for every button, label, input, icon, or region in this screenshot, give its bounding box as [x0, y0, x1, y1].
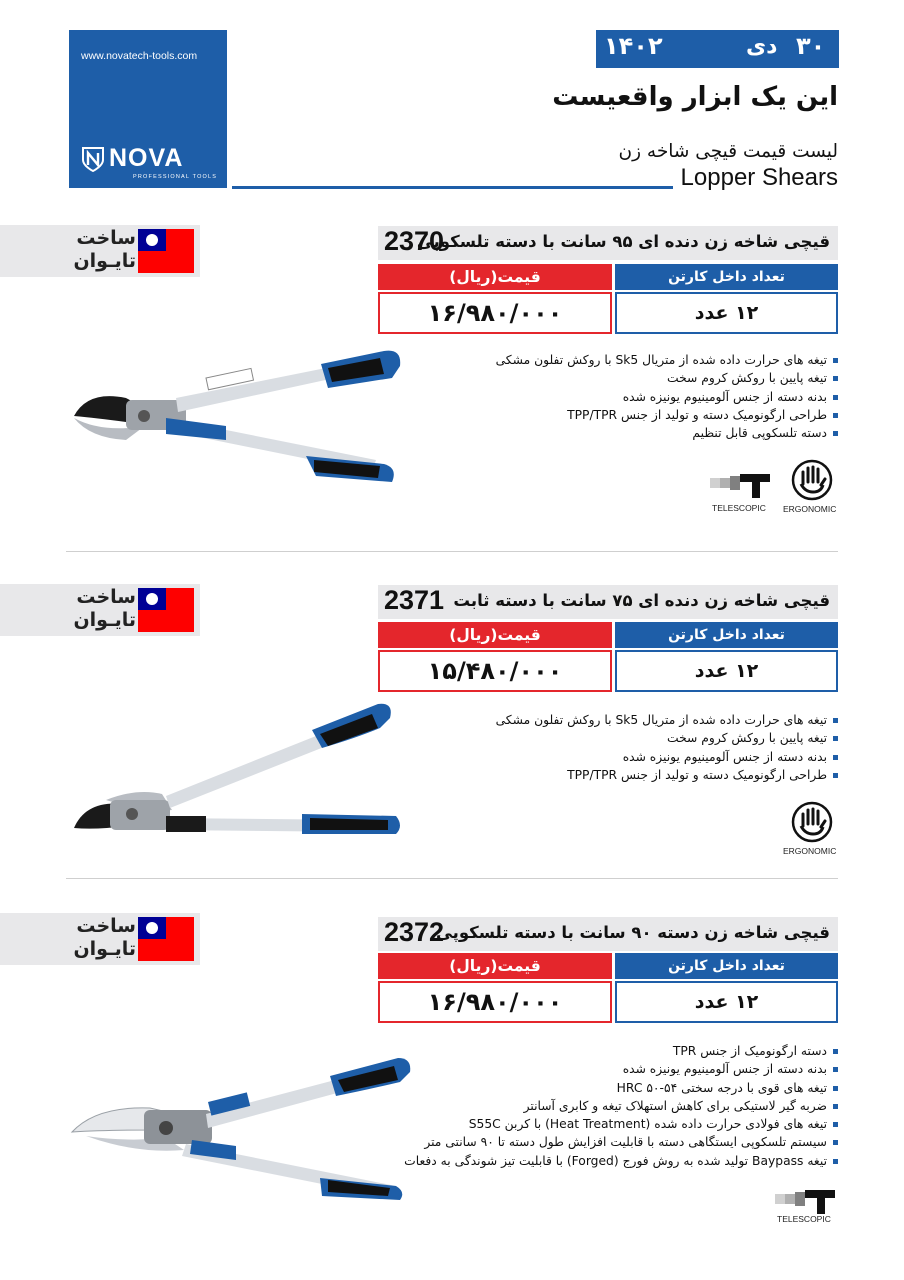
ergonomic-hand-icon: [787, 458, 837, 502]
carton-qty-value: ۱۲ عدد: [615, 981, 838, 1023]
section-divider: [66, 551, 838, 552]
product-code: 2372: [384, 917, 445, 947]
price-value: ۱۶/۹۸۰/۰۰۰: [378, 981, 612, 1023]
nova-logo: [81, 144, 221, 184]
telescopic-badge: [708, 470, 778, 516]
carton-qty-header: تعداد داخل کارتن: [615, 264, 838, 290]
product-code: 2370: [384, 226, 445, 256]
telescopic-badge: [773, 1186, 843, 1232]
price-header: قیمت(ریال): [378, 622, 612, 648]
feature-item: دسته ارگونومیک از جنس TPR: [398, 1042, 838, 1060]
origin-badge: [0, 225, 200, 277]
ergonomic-badge: [783, 800, 843, 858]
date-banner: [596, 30, 839, 68]
date-month: دی: [746, 34, 778, 59]
telescopic-icon: [708, 470, 774, 500]
ergonomic-badge: [783, 458, 843, 516]
feature-list: [398, 711, 838, 784]
badge-label: TELESCOPIC: [777, 1214, 831, 1224]
title-underline: [232, 186, 673, 189]
carton-qty-value: ۱۲ عدد: [615, 292, 838, 334]
ergonomic-hand-icon: [787, 800, 837, 844]
origin-text: ساخت تایـوان: [73, 586, 136, 631]
price-list-title: لیست قیمت قیچی شاخه زن: [618, 141, 838, 162]
logo-subtitle: PROFESSIONAL TOOLS: [133, 174, 218, 180]
product-name: قیچی شاخه زن دنده ای ۹۵ سانت با دسته تلسکوپی: [416, 232, 830, 251]
feature-item: تیغه Baypass تولید شده به روش فورج (Forged) با قابلیت تیز شوندگی به دفعات: [398, 1152, 838, 1170]
page-title-english: Lopper Shears: [680, 164, 838, 191]
product-code: 2371: [384, 585, 445, 615]
feature-item: تیغه های حرارت داده شده از متریال Sk5 با روکش تفلون مشکی: [398, 711, 838, 729]
badge-label: TELESCOPIC: [712, 503, 766, 513]
shield-icon: [81, 146, 105, 172]
feature-item: تیغه های فولادی حرارت داده شده (Heat Treatment) با کربن S55C: [398, 1115, 838, 1133]
feature-item: طراحی ارگونومیک دسته و تولید از جنس TPP/TPR: [398, 406, 838, 424]
date-year: ۱۴۰۲: [604, 32, 663, 60]
tagline: این یک ابزار واقعیست: [552, 82, 838, 112]
section-divider: [66, 878, 838, 879]
logo-wordmark: NOVA: [109, 144, 184, 172]
product-name: قیچی شاخه زن دنده ای ۷۵ سانت با دسته ثابت: [453, 591, 830, 610]
feature-item: ضربه گیر لاستیکی برای کاهش استهلاک تیغه و کابری آسانتر: [398, 1097, 838, 1115]
origin-text: ساخت تایـوان: [73, 915, 136, 960]
taiwan-flag-icon: [138, 917, 194, 961]
origin-badge: [0, 913, 200, 965]
feature-item: تیغه های قوی با درجه سختی HRC ۵۰-۵۴: [398, 1079, 838, 1097]
feature-item: تیغه پایین با روکش کروم سخت: [398, 369, 838, 387]
carton-qty-header: تعداد داخل کارتن: [615, 622, 838, 648]
price-header: قیمت(ریال): [378, 953, 612, 979]
feature-item: طراحی ارگونومیک دسته و تولید از جنس TPP/TPR: [398, 766, 838, 784]
feature-item: بدنه دسته از جنس آلومینیوم یونیزه شده: [398, 1060, 838, 1078]
price-value: ۱۵/۴۸۰/۰۰۰: [378, 650, 612, 692]
price-header: قیمت(ریال): [378, 264, 612, 290]
lopper-shears-image: [66, 348, 406, 488]
feature-item: تیغه پایین با روکش کروم سخت: [398, 729, 838, 747]
date-day: ۳۰: [796, 32, 826, 60]
origin-badge: [0, 584, 200, 636]
product-title-bar: [378, 226, 838, 260]
website-url[interactable]: www.novatech-tools.com: [81, 50, 198, 62]
feature-item: دسته تلسکوپی قابل تنظیم: [398, 424, 838, 442]
badge-label: ERGONOMIC: [783, 846, 837, 856]
feature-list: [398, 351, 838, 442]
lopper-shears-image: [66, 1050, 416, 1200]
carton-qty-header: تعداد داخل کارتن: [615, 953, 838, 979]
badge-label: ERGONOMIC: [783, 504, 837, 514]
taiwan-flag-icon: [138, 588, 194, 632]
feature-list: [398, 1042, 838, 1170]
feature-item: بدنه دسته از جنس آلومینیوم یونیزه شده: [398, 748, 838, 766]
taiwan-flag-icon: [138, 229, 194, 273]
carton-qty-value: ۱۲ عدد: [615, 650, 838, 692]
feature-item: بدنه دسته از جنس آلومینیوم یونیزه شده: [398, 388, 838, 406]
price-value: ۱۶/۹۸۰/۰۰۰: [378, 292, 612, 334]
product-title-bar: [378, 585, 838, 619]
telescopic-icon: [773, 1186, 839, 1216]
product-title-bar: [378, 917, 838, 951]
feature-item: سیستم تلسکوپی ایستگاهی دسته با قابلیت افزایش طول دسته تا ۹۰ سانتی متر: [398, 1133, 838, 1151]
origin-text: ساخت تایـوان: [73, 227, 136, 272]
lopper-shears-image: [66, 700, 406, 845]
feature-item: تیغه های حرارت داده شده از متریال Sk5 با روکش تفلون مشکی: [398, 351, 838, 369]
product-name: قیچی شاخه زن دسته ۹۰ سانت با دسته تلسکوپی: [435, 923, 830, 942]
brand-logo-panel: [69, 30, 227, 188]
